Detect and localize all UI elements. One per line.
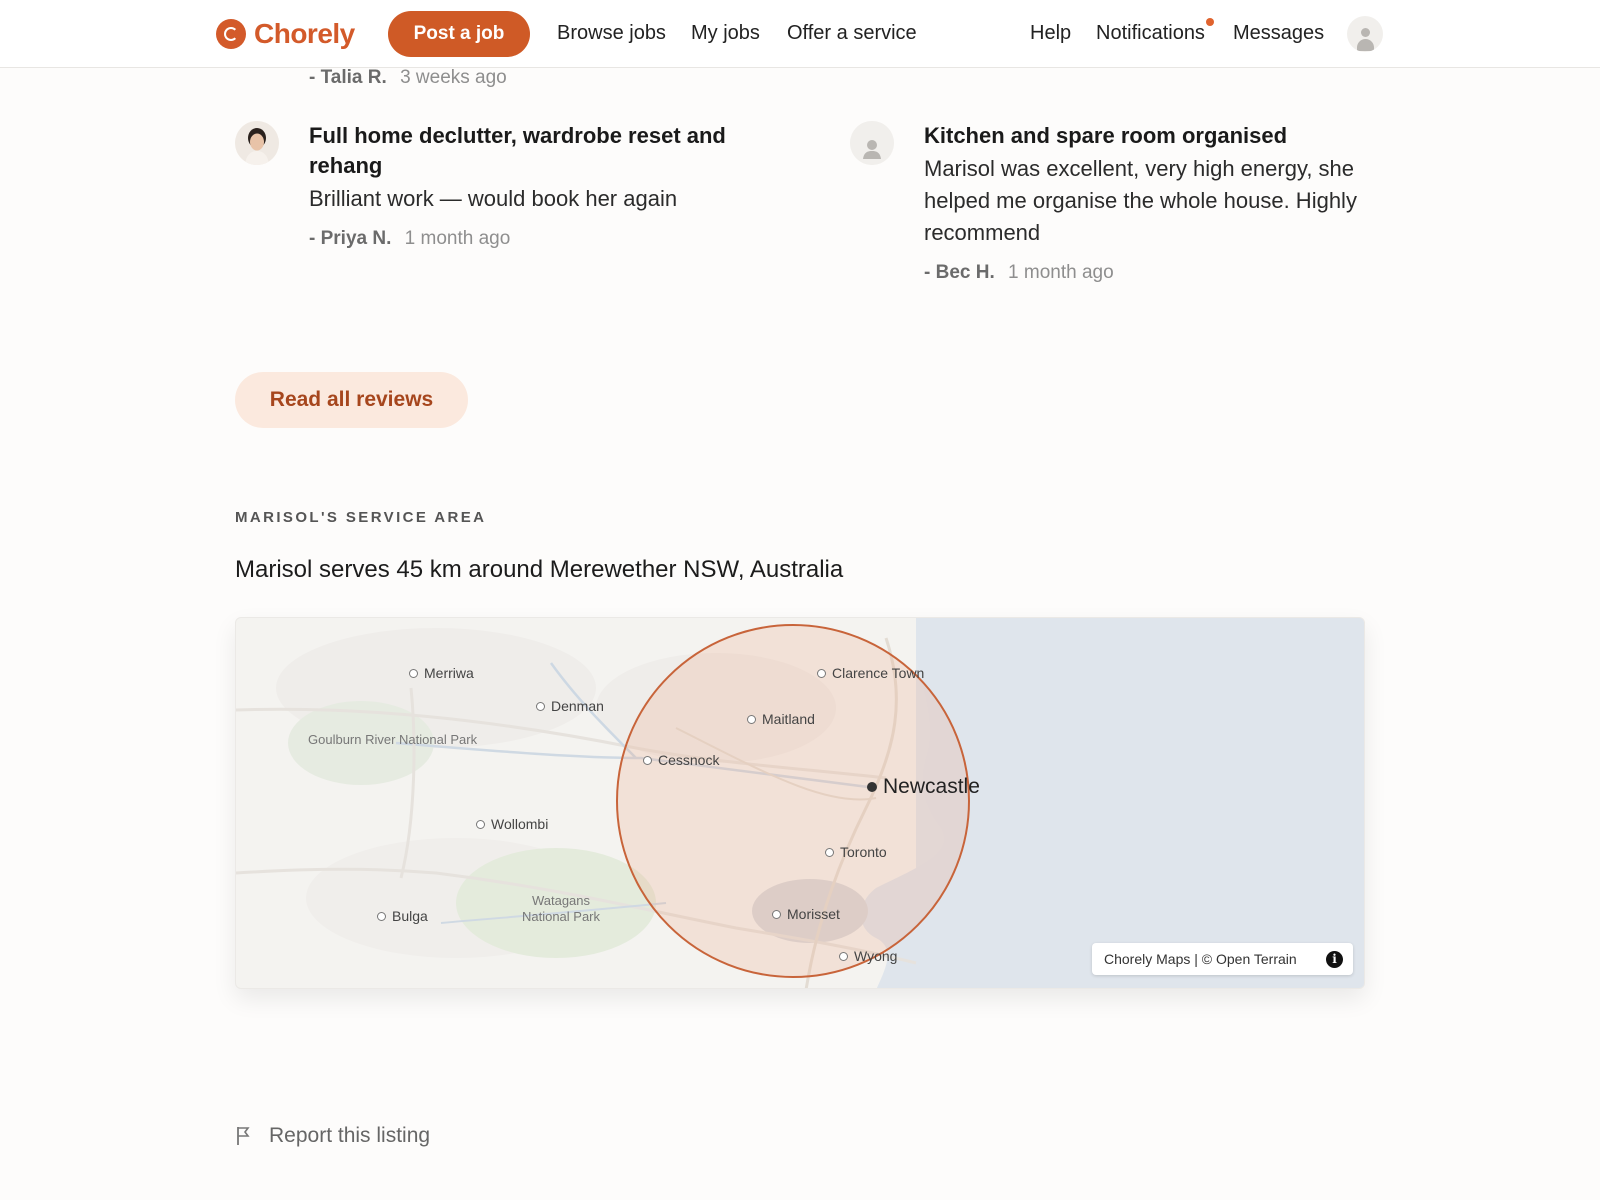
top-navigation-bar <box>0 0 1600 68</box>
previous-review-meta <box>309 67 507 89</box>
read-all-reviews-button[interactable]: Read all reviews <box>235 372 468 428</box>
map-place: Bulga <box>377 908 428 924</box>
logo-text: Chorely <box>254 18 355 49</box>
user-avatar-button[interactable] <box>1347 16 1383 52</box>
review-body: Marisol was excellent, very high energy, she helped me organise the whole house. Highly recommend <box>924 156 1357 245</box>
review-date: 1 month ago <box>1008 262 1114 283</box>
map-attribution <box>1092 943 1353 975</box>
map-place: Merriwa <box>409 665 474 681</box>
map-place: Toronto <box>825 844 887 860</box>
review-author: - Talia R. <box>309 67 387 88</box>
service-area-heading: MARISOL'S SERVICE AREA <box>235 509 487 526</box>
reviewer-photo-icon <box>235 121 279 165</box>
post-a-job-button[interactable]: Post a job <box>388 11 530 57</box>
map-place: Wollombi <box>476 816 548 832</box>
nav-browse-jobs[interactable]: Browse jobs <box>557 22 666 44</box>
report-listing-label: Report this listing <box>269 1124 431 1147</box>
review-date: 3 weeks ago <box>400 67 507 88</box>
service-area-map[interactable] <box>235 617 1365 989</box>
chorely-logo-icon <box>216 19 246 49</box>
reviewer-avatar-placeholder <box>850 121 894 165</box>
user-placeholder-icon <box>850 121 894 165</box>
nav-help[interactable]: Help <box>1030 22 1072 44</box>
park-label: Watagans National Park <box>521 893 601 924</box>
review-body: Brilliant work — would book her again <box>309 186 678 211</box>
nav-my-jobs[interactable]: My jobs <box>691 22 760 44</box>
nav-messages[interactable]: Messages <box>1233 22 1325 44</box>
map-place: Maitland <box>747 711 815 727</box>
map-attribution-text: Chorely Maps | © Open Terrain <box>1104 951 1297 967</box>
reviewer-avatar <box>235 121 279 165</box>
map-place: Cessnock <box>643 752 719 768</box>
review-meta <box>309 228 510 250</box>
notification-badge-dot <box>1206 18 1214 26</box>
nav-notifications[interactable]: Notifications <box>1096 22 1205 44</box>
map-place: Wyong <box>839 948 897 964</box>
service-area-description: Marisol serves 45 km around Merewether NSW, Australia <box>235 556 844 583</box>
review-title: Full home declutter, wardrobe reset and rehang <box>309 123 726 178</box>
nav-offer-a-service[interactable]: Offer a service <box>787 22 917 44</box>
review-author: - Bec H. <box>924 262 995 283</box>
map-place: Clarence Town <box>817 665 924 681</box>
review-meta <box>924 262 1114 284</box>
chorely-logo[interactable] <box>216 18 355 50</box>
map-canvas <box>236 618 1365 989</box>
map-place: Morisset <box>772 906 840 922</box>
review-date: 1 month ago <box>404 228 511 249</box>
map-place: Denman <box>536 698 604 714</box>
info-icon[interactable]: i <box>1326 951 1343 968</box>
map-center-place: Newcastle <box>867 775 980 799</box>
review-author: - Priya N. <box>309 228 392 249</box>
flag-icon <box>235 1125 251 1147</box>
report-listing-link[interactable] <box>235 1124 430 1148</box>
park-label: Goulburn River National Park <box>308 732 478 747</box>
review-title: Kitchen and spare room organised <box>924 123 1288 148</box>
